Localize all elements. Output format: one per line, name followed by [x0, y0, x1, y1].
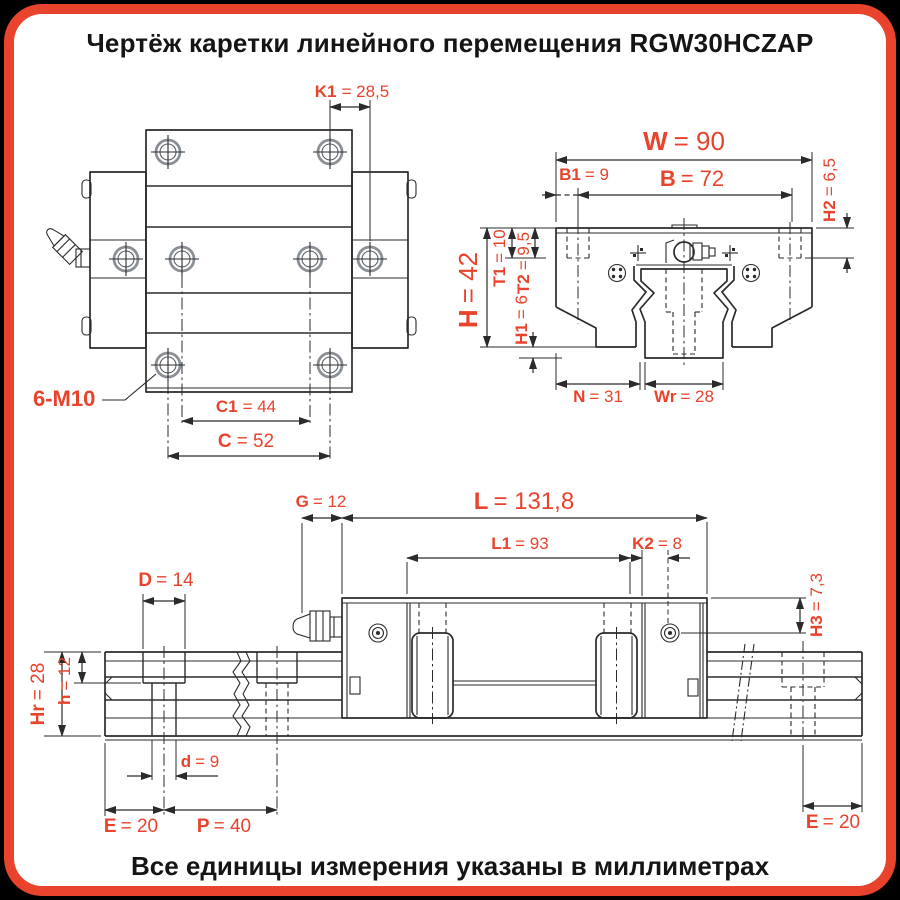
dim-label-k1: K1 = 28,5	[314, 82, 390, 101]
dim-label-l1: L1 = 93	[491, 534, 549, 553]
carriage-side	[293, 598, 707, 724]
dim-label-wr: Wr = 28	[654, 387, 714, 406]
grease-nipple	[41, 223, 90, 267]
top-view	[33, 82, 416, 461]
dim-label-w: W = 90	[643, 126, 725, 156]
mounting-holes	[109, 135, 387, 382]
bolt-callout: 6-M10	[33, 386, 96, 411]
dim-label-t1: T1= 10	[489, 229, 509, 287]
page-title: Чертёж каретки линейного перемещения RGW30HCZAP	[86, 28, 814, 58]
endcap-screw-left	[609, 265, 626, 282]
dim-label-h-depth: h= 12	[54, 657, 74, 705]
units-note: Все единицы измерения указаны в миллиметрах	[130, 851, 770, 881]
dim-label-k2: K2 = 8	[632, 534, 682, 553]
endcap-screw-side-left	[369, 624, 387, 642]
dim-label-e-left: E = 20	[103, 816, 159, 837]
dim-label-d-counterbore: D = 14	[138, 570, 194, 591]
dim-label-n: N = 31	[573, 387, 623, 406]
dim-label-p: P = 40	[196, 816, 252, 837]
section-view	[453, 126, 854, 406]
dim-label-e-right: E = 20	[805, 812, 861, 833]
dim-label-g: G = 12	[295, 492, 347, 511]
dim-label-d-hole: d = 9	[180, 752, 220, 771]
dim-label-h1: H1= 6	[511, 295, 531, 345]
dim-label-b: B = 72	[659, 166, 725, 191]
reference-cross-left	[630, 245, 646, 261]
dim-label-l: L = 131,8	[473, 488, 575, 515]
dim-label-t2: T2= 9,5	[513, 231, 533, 295]
dim-label-h2: H2= 6,5	[819, 157, 839, 223]
rail	[105, 644, 862, 741]
rail-hole-1	[143, 646, 185, 816]
endcap-screw-side-right	[661, 624, 679, 642]
dim-label-b1: B1 = 9	[559, 165, 609, 184]
reference-cross-right	[722, 245, 738, 261]
grease-nipple-section	[666, 225, 715, 263]
grease-nipple-side	[293, 611, 342, 641]
dim-label-hr: Hr= 28	[27, 662, 49, 726]
dim-label-h: H= 42	[453, 251, 483, 329]
side-view	[28, 488, 863, 837]
dim-label-h3: H3= 7,3	[806, 572, 826, 638]
rail-hole-2	[257, 646, 297, 816]
dim-label-c1: C1 = 44	[215, 397, 277, 416]
endcap-screw-right	[743, 265, 760, 282]
dim-label-c: C = 52	[217, 431, 275, 452]
